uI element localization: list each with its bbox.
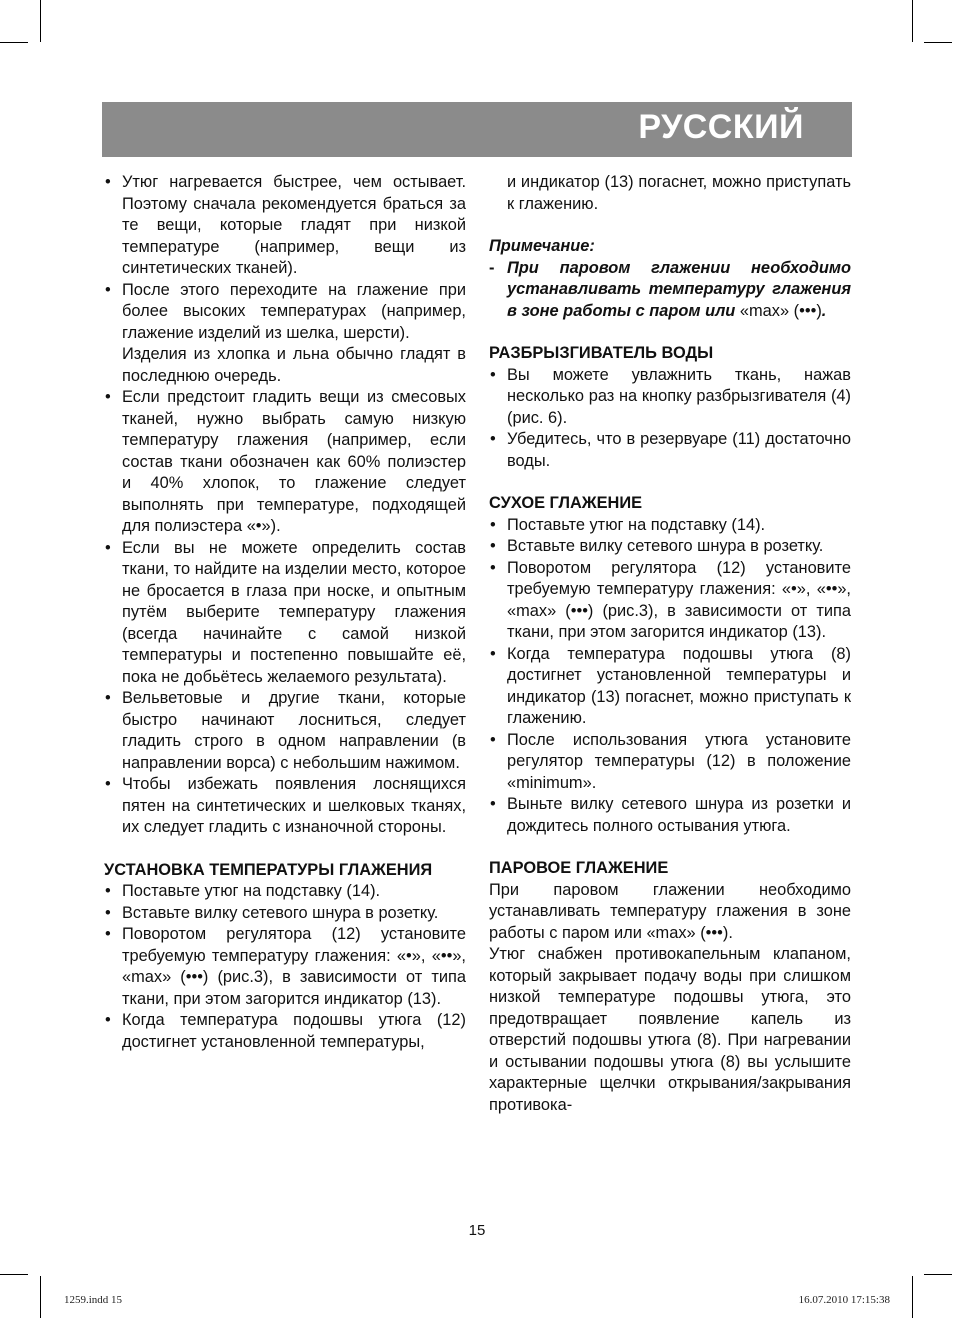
crop-mark	[912, 1276, 913, 1318]
crop-mark	[924, 42, 952, 43]
list-item: • Вставьте вилку сетевого шнура в розетку.	[105, 903, 439, 922]
crop-mark	[40, 1276, 41, 1318]
language-title: РУССКИЙ	[638, 108, 804, 146]
list-item: • Вставьте вилку сетевого шнура в розетку.	[490, 537, 824, 555]
crop-mark	[912, 0, 913, 42]
section-heading-steam-ironing: ПАРОВОЕ ГЛАЖЕНИЕ	[489, 859, 669, 877]
list-item: • Поставьте утюг на подставку (14).	[490, 515, 766, 534]
list-item: • Если вы не можете определить состав ткани, то найдите на изделии место, которое не бросается в глаза при носке, и опытным путём выберите температуру глажения (всегда начинайте с самой низкой температуры и постепенно повышайте её, пока не добьётесь желаемого результата).	[105, 538, 466, 686]
list-item: • Когда температура подошвы утюга (12) достигнет установленной температуры,	[105, 1011, 466, 1051]
page-number: 15	[468, 1222, 486, 1239]
crop-mark	[40, 0, 41, 42]
list-item: • Вельветовые и другие ткани, которые быстро начинают лосниться, следует гладить строго в одном направлении (в направлении ворса) с небольшим нажимом.	[105, 689, 466, 772]
list-item: • Утюг нагревается быстрее, чем остывает. Поэтому сначала рекомендуется браться за те вещи, которые гладят при низкой температуре (например, вещи из синтетических тканей).	[105, 173, 466, 277]
slug-date-info: 16.07.2010 17:15:38	[798, 1294, 890, 1306]
section-heading-temperature: УСТАНОВКА ТЕМПЕРАТУРЫ ГЛАЖЕНИЯ	[104, 860, 433, 879]
paragraph: При паровом глажении необходимо устанавливать температуру глажения в зоне работы с паром или «max» (•••).	[489, 880, 851, 942]
list-item: • После этого переходите на глажение при более высоких температурах (например, глажение изделий из шелка, шерсти).	[105, 280, 466, 342]
list-item: • Поставьте утюг на подставку (14).	[105, 882, 381, 900]
list-item-continuation: и индикатор (13) погаснет, можно приступать к глажению.	[507, 173, 851, 213]
paragraph: Утюг снабжен противокапельным клапаном, который закрывает подачу воды при слишком низкой температуре подошвы утюга, это предотвращает появление капель из отверстий подошвы утюга (8). При нагревании и остывании подошвы утюга (8) вы услышите характерные щелчки открывания/закрывания противока-	[489, 945, 851, 1114]
crop-mark	[924, 1274, 952, 1275]
list-item-continuation: Изделия из хлопка и льна обычно гладят в последнюю очередь.	[122, 345, 466, 385]
note-text: - При паровом глажении необходимо устанавливать температуру глажения в зоне работы с паром или «max» (•••).	[489, 258, 851, 320]
list-item: • Когда температура подошвы утюга (8) достигнет установленной температуры и индикатор (13) погаснет, можно приступать к глажению.	[490, 644, 851, 727]
left-column	[104, 172, 466, 1053]
list-item: • Поворотом регулятора (12) установите требуемую температуру глажения: «•», «••», «max» (•••) (рис.3), в зависимости от типа ткани, при этом загорится индикатор (13).	[105, 925, 466, 1008]
list-item: • После использования утюга установите регулятор температуры (12) в положение «minimum».	[490, 730, 851, 792]
section-heading-dry-ironing: СУХОЕ ГЛАЖЕНИЕ	[489, 494, 643, 512]
slug-file-info: 1259.indd 15	[64, 1294, 123, 1306]
crop-mark	[0, 1274, 28, 1275]
note-title: Примечание:	[489, 237, 595, 255]
language-header-bar	[102, 102, 852, 157]
list-item: • Поворотом регулятора (12) установите требуемую температуру глажения: «•», «••», «max» (•••) (рис.3), в зависимости от типа ткани, при этом загорится индикатор (13).	[490, 558, 851, 641]
list-item: • Чтобы избежать появления лоснящихся пятен на синтетических и шелковых тканях, их следует гладить с изнаночной стороны.	[105, 775, 466, 836]
list-item: • Убедитесь, что в резервуаре (11) достаточно воды.	[490, 430, 851, 470]
list-item: • Вы можете увлажнить ткань, нажав несколько раз на кнопку разбрызгивателя (4) (рис. 6).	[490, 365, 851, 427]
list-item: • Выньте вилку сетевого шнура из розетки и дождитесь полного остывания утюга.	[490, 795, 851, 835]
crop-mark	[0, 42, 28, 43]
right-column	[489, 172, 851, 1116]
list-item: • Если предстоит гладить вещи из смесовых тканей, нужно выбрать самую низкую температуру глажения (например, если состав ткани обозначен как 60% полиэстер и 40% хлопок, то глажение следует выполнять при температуре, подходящей для полиэстера «•»).	[105, 388, 466, 535]
section-heading-sprayer: РАЗБРЫЗГИВАТЕЛЬ ВОДЫ	[489, 344, 714, 362]
